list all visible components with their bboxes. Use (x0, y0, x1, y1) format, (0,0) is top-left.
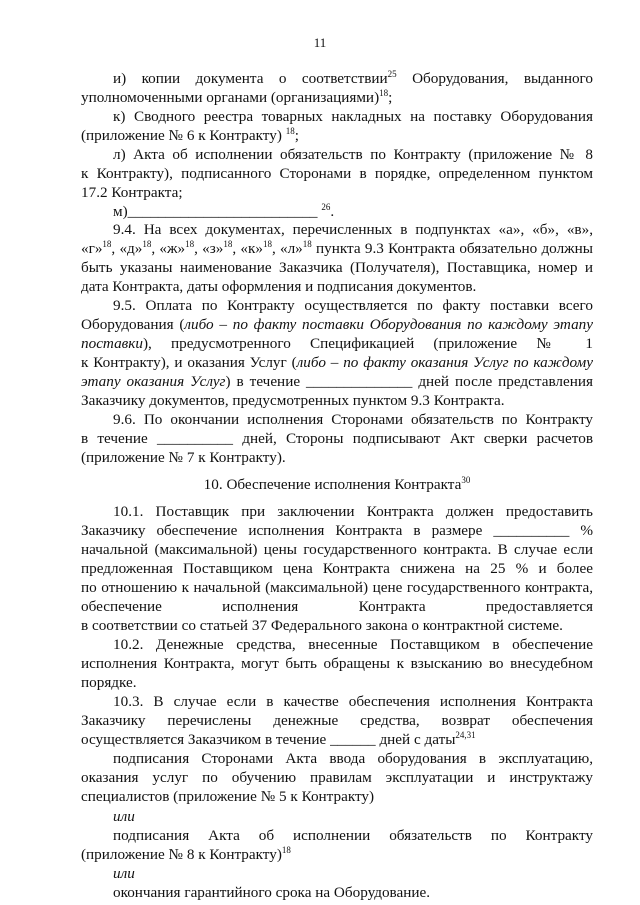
text: и) копии документа о соответствии (113, 70, 388, 87)
paragraph-9-5-cont: Заказчику документов, предусмотренных пунктом 9.3 Контракта. (81, 392, 505, 409)
paragraph-10-1-cont: обеспечение исполнения Контракта предоставляется (81, 598, 593, 615)
footnote-ref: 18 (185, 239, 195, 249)
section-heading (81, 476, 593, 494)
list-item-k-cont (81, 127, 593, 145)
list-item-l: л) Акта об исполнении обязательств по Контракту (приложение № 8 (113, 146, 593, 163)
text: Оборудования ( (81, 316, 185, 333)
paragraph-9-4-cont (81, 240, 593, 258)
text: м)_________________________ (113, 203, 322, 220)
paragraph-10-3-cont: подписания Акта об исполнении обязательств по Контракту (113, 827, 593, 844)
text: «г» (81, 240, 103, 257)
footnote-ref: 18 (142, 239, 152, 249)
list-item-k: к) Сводного реестра товарных накладных на поставку Оборудования (113, 108, 593, 125)
paragraph-10-1-cont: в соответствии со статьей 37 Федерального закона о контрактной системе. (81, 617, 563, 634)
or-separator: или (113, 865, 135, 882)
footnote-ref: 26 (321, 202, 331, 212)
footnote-ref: 18 (302, 239, 312, 249)
paragraph-10-1-cont: предложенная Поставщиком цена Контракта снижена на 25 % и более (81, 560, 593, 577)
paragraph-9-4: 9.4. На всех документах, перечисленных в подпунктах «а», «б», «в», (113, 221, 593, 238)
paragraph-9-6: 9.6. По окончании исполнения Сторонами обязательств по Контракту (113, 411, 593, 428)
paragraph-10-3-cont: оказания услуг по обучению правилам эксплуатации и инструктажу (81, 769, 593, 786)
or-separator: или (113, 808, 135, 825)
paragraph-10-3-cont: подписания Сторонами Акта ввода оборудования в эксплуатацию, (113, 750, 593, 767)
footnote-ref: 18 (281, 845, 291, 855)
paragraph-10-3-cont (81, 731, 593, 749)
text: к Контракту), и оказания Услуг ( (81, 354, 297, 371)
footnote-ref: 18 (262, 239, 272, 249)
paragraph-10-3-cont (81, 846, 593, 864)
paragraph-10-3-cont: Заказчику перечислены денежные средства, возврат обеспечения (81, 712, 593, 729)
paragraph-9-5-cont (81, 335, 593, 353)
italic-text: поставки (81, 335, 143, 352)
text: ; (388, 89, 393, 106)
footnote-ref: 18 (379, 88, 389, 98)
paragraph-10-1-cont: по отношению к начальной (максимальной) цене государственного контракта, (81, 579, 593, 596)
heading-text: 10. Обеспечение исполнения Контракта (203, 476, 462, 493)
paragraph-9-4-cont: дата Контракта, даты оформления и подписания документов. (81, 278, 477, 295)
paragraph-9-5-cont (81, 373, 593, 391)
list-item-l-cont: к Контракту), подписанного Сторонами в порядке, определенном пунктом (81, 165, 593, 182)
list-item-i (113, 70, 593, 88)
text: , «з» (194, 240, 224, 257)
italic-text: этапу оказания Услуг (81, 373, 226, 390)
text: пункта 9.3 Контракта обязательно должны (311, 240, 593, 257)
text: , «л» (271, 240, 303, 257)
footnote-ref: 18 (102, 239, 112, 249)
page-number: 11 (313, 35, 327, 50)
paragraph-9-5: 9.5. Оплата по Контракту осуществляется по факту поставки всего (113, 297, 593, 314)
footnote-ref: 18 (223, 239, 233, 249)
list-item-l-cont: 17.2 Контракта; (81, 184, 183, 201)
text: , «к» (232, 240, 263, 257)
paragraph-10-2-cont: порядке. (81, 674, 137, 691)
italic-text: либо – по факту оказания Услуг по каждому (296, 354, 593, 371)
paragraph-10-1-cont: начальной (максимальной) цены государственного контракта. В случае если (81, 541, 593, 558)
footnote-ref: 18 (285, 126, 295, 136)
text: уполномоченными органами (организациями) (81, 89, 380, 106)
paragraph-9-6-cont: (приложение № 7 к Контракту). (81, 449, 286, 466)
text: (приложение № 8 к Контракту) (81, 846, 282, 863)
text: , «д» (111, 240, 143, 257)
list-item-m (113, 203, 625, 221)
text: Оборудования, выданного (396, 70, 593, 87)
paragraph-9-5-cont (81, 354, 593, 372)
paragraph-10-3: 10.3. В случае если в качестве обеспечения исполнения Контракта (113, 693, 593, 710)
footnote-ref: 30 (461, 475, 471, 485)
text: ), предусмотренного Спецификацией (приложение № 1 (142, 335, 593, 352)
text: осуществляется Заказчиком в течение ______ дней с даты (81, 731, 456, 748)
paragraph-10-3-cont: специалистов (приложение № 5 к Контракту) (81, 788, 375, 805)
footnote-ref: 24,31 (455, 730, 476, 740)
paragraph-9-6-cont: в течение __________ дней, Стороны подписывают Акт сверки расчетов (81, 430, 593, 447)
text: ) в течение ______________ дней после представления (225, 373, 593, 390)
text: (приложение № 6 к Контракту) (81, 127, 286, 144)
paragraph-10-2: 10.2. Денежные средства, внесенные Поставщиком в обеспечение (113, 636, 593, 653)
paragraph-10-1: 10.1. Поставщик при заключении Контракта должен предоставить (113, 503, 593, 520)
paragraph-10-1-cont: Заказчику обеспечение исполнения Контракта в размере __________ % (81, 522, 593, 539)
paragraph-10-3-cont: окончания гарантийного срока на Оборудование. (113, 884, 431, 901)
list-item-i-cont (81, 89, 593, 107)
italic-text: либо – по факту поставки Оборудования по каждому этапу (184, 316, 593, 333)
text: . (330, 203, 335, 220)
text: , «ж» (151, 240, 186, 257)
paragraph-9-4-cont: быть указаны наименование Заказчика (Получателя), Поставщика, номер и (81, 259, 593, 276)
text: ; (294, 127, 299, 144)
paragraph-9-5-cont (81, 316, 593, 334)
footnote-ref: 25 (387, 69, 397, 79)
paragraph-10-2-cont: исполнения Контракта, могут быть обращены к взысканию во внесудебном (81, 655, 593, 672)
